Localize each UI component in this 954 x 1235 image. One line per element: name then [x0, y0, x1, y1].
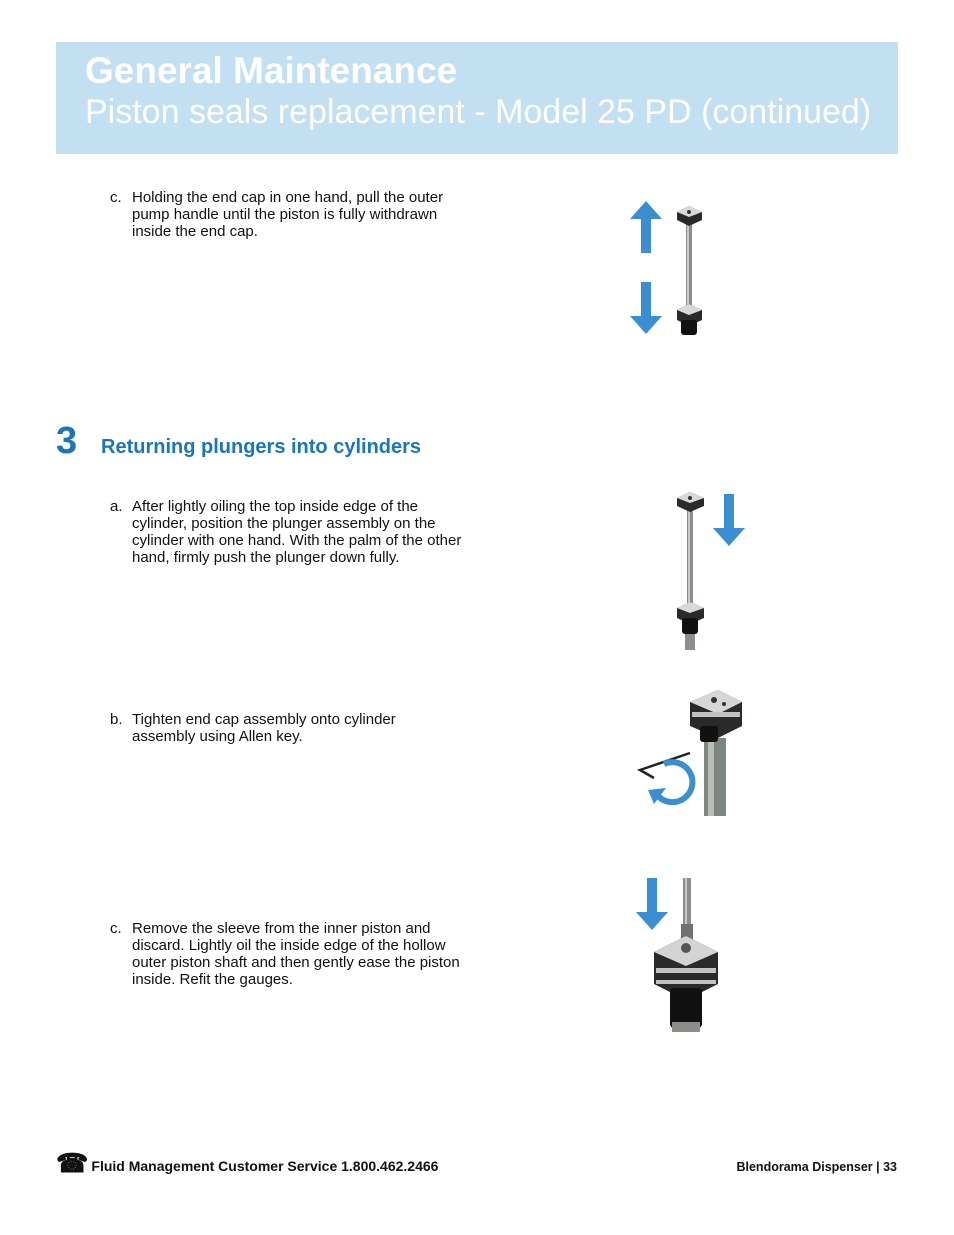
rotate-arrow-icon: [658, 762, 692, 802]
page-header: [56, 42, 898, 154]
withdraw-piston-figure: [625, 198, 715, 340]
arrow-down-icon: [713, 494, 745, 546]
step-letter: c.: [110, 920, 122, 937]
section-title: Returning plungers into cylinders: [101, 436, 422, 458]
page-title: General Maintenance: [85, 50, 458, 91]
page-subtitle: Piston seals replacement - Model 25 PD (continued): [85, 93, 872, 131]
step-text: Remove the sleeve from the inner piston and discard. Lightly oil the inside edge of the hollow outer piston shaft and then gently ease the piston inside. Refit the gauges.: [132, 920, 460, 988]
step-letter: a.: [110, 498, 123, 515]
insert-piston-figure: [634, 876, 724, 1036]
footer-customer-service: [56, 1148, 439, 1178]
section-number: 3: [56, 420, 78, 462]
step-text: Holding the end cap in one hand, pull the outer pump handle until the piston is fully withdrawn inside the end cap.: [132, 189, 444, 240]
step-letter: c.: [110, 189, 122, 206]
step-text: Tighten end cap assembly onto cylinder assembly using Allen key.: [132, 711, 396, 745]
arrow-down-icon: [636, 878, 668, 930]
customer-service-text: Fluid Management Customer Service 1.800.462.2466: [91, 1158, 439, 1174]
telephone-icon: ☎: [56, 1148, 89, 1178]
footer-page-label: Blendorama Dispenser | 33: [736, 1160, 897, 1174]
arrow-up-icon: [630, 201, 662, 253]
step-text: After lightly oiling the top inside edge of the cylinder, position the plunger assembly on the cylinder with one hand. With the palm of the other hand, firmly push the plunger down fully.: [132, 498, 462, 566]
step-letter: b.: [110, 711, 123, 728]
push-plunger-figure: [670, 488, 750, 652]
tighten-cap-figure: [634, 686, 746, 818]
arrow-down-icon: [630, 282, 662, 334]
